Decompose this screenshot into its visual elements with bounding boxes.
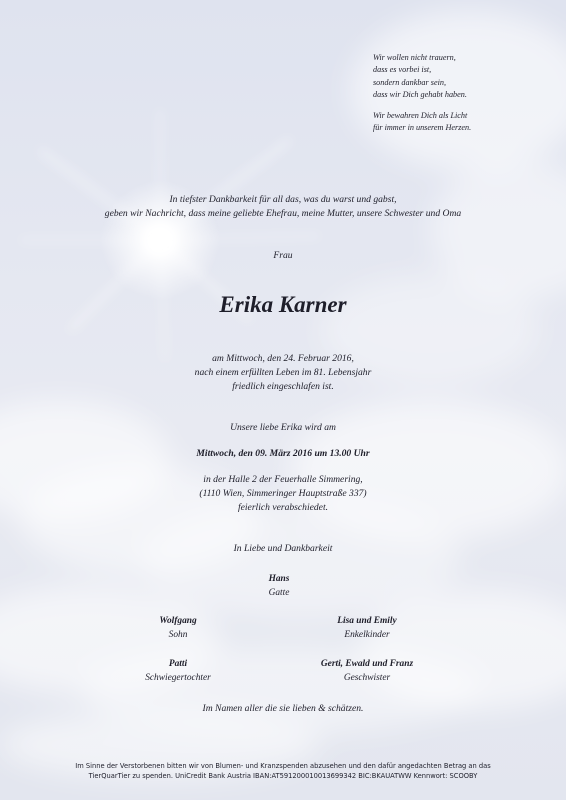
mourner-name: Patti <box>168 659 188 669</box>
farewell-intro: Unsere liebe Erika wird am <box>230 422 336 433</box>
death-notice <box>0 352 566 395</box>
mourner-relation: Gatte <box>268 588 290 598</box>
mourner-relation: Geschwister <box>343 673 391 683</box>
mourner-patti <box>68 657 288 685</box>
footer-line: Im Sinne der Verstorbenen bitten wir von Blumen- und Kranzspenden abzusehen und den dafür angedachten Betrag an das <box>75 762 491 770</box>
intro-text <box>0 193 566 221</box>
mourner-lisa-emily <box>257 614 477 642</box>
farewell-place <box>0 473 566 516</box>
mourner-name: Wolfgang <box>159 616 197 626</box>
poem <box>373 52 471 134</box>
poem-line: Wir bewahren Dich als Licht <box>373 110 468 120</box>
mourner-name: Hans <box>268 574 290 584</box>
mourner-name: Lisa und Emily <box>337 616 397 626</box>
place-line: (1110 Wien, Simmeringer Hauptstraße 337) <box>199 488 367 500</box>
mourner-relation: Schwiegertochter <box>145 673 211 683</box>
poem-line: Wir wollen nicht trauern, <box>373 53 456 62</box>
poem-line: dass wir Dich gehabt haben. <box>373 90 467 100</box>
mourner-name: Gerti, Ewald und Franz <box>320 659 414 669</box>
place-line: in der Halle 2 der Feuerhalle Simmering, <box>203 474 363 485</box>
deceased-name: Erika Karner <box>219 292 347 317</box>
mourner-wolfgang <box>68 614 288 642</box>
mourner-relation: Sohn <box>168 630 188 640</box>
place-line: feierlich verabschiedet. <box>237 502 329 514</box>
salutation: Frau <box>273 250 293 261</box>
mourner-relation: Enkelkinder <box>344 630 390 640</box>
closing-line: Im Namen aller die sie lieben & schätzen. <box>202 703 364 714</box>
mourner-siblings <box>257 657 477 685</box>
farewell-datetime: Mittwoch, den 09. März 2016 um 13.00 Uhr <box>196 448 370 459</box>
poem-line: sondern dankbar sein, <box>373 77 446 87</box>
death-line: am Mittwoch, den 24. Februar 2016, <box>212 353 354 364</box>
poem-line: für immer in unserem Herzen. <box>373 123 472 133</box>
donation-footer <box>0 761 566 781</box>
poem-line: dass es vorbei ist, <box>373 65 432 75</box>
intro-line: geben wir Nachricht, dass meine geliebte Ehefrau, meine Mutter, unsere Schwester und Oma <box>104 208 462 220</box>
intro-line: In tiefster Dankbarkeit für all das, was du warst und gabst, <box>169 194 397 205</box>
death-line: friedlich eingeschlafen ist. <box>232 381 334 393</box>
footer-line: TierQuarTier zu spenden. UniCredit Bank Austria IBAN:AT591200010013699342 BIC:BKAUATWW Kennwort: SCOOBY <box>88 772 478 781</box>
death-line: nach einem erfüllten Leben im 81. Lebensjahr <box>194 367 372 379</box>
mourner-hans <box>169 572 389 600</box>
mourners-intro: In Liebe und Dankbarkeit <box>233 543 333 554</box>
